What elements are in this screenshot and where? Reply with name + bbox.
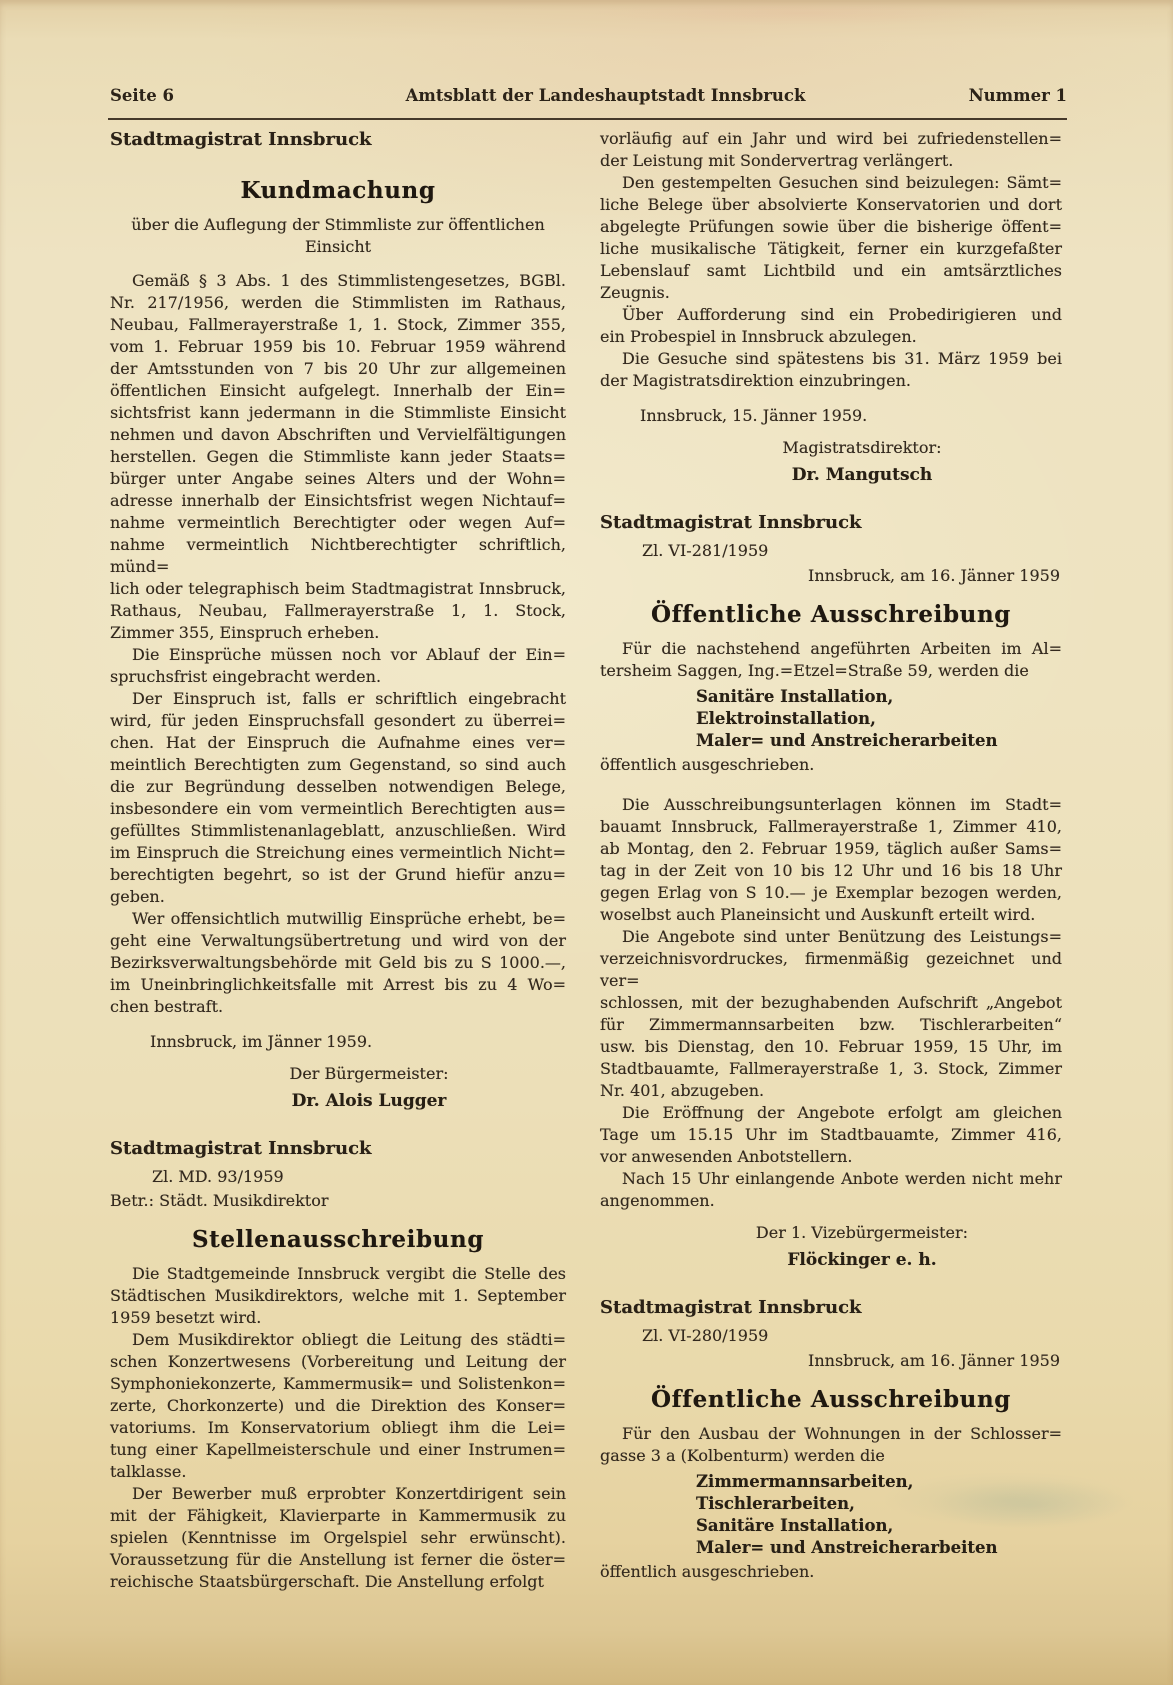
text-line: vorläufig auf ein Jahr und wird bei zufriedenstellen=: [600, 129, 1062, 148]
closing-line: öffentlich ausgeschrieben.: [600, 1562, 815, 1581]
text-line: abgelegte Prüfungen sowie über die bisherige öffent=: [600, 217, 1062, 236]
text-line: reichische Staatsbürgerschaft. Die Anstellung erfolgt: [110, 1572, 544, 1591]
text-line: Symphoniekonzerte, Kammermusik= und Solistenkon=: [110, 1374, 566, 1393]
paragraph: [600, 304, 1062, 348]
text-line: Zimmer 355, Einspruch erheben.: [110, 623, 380, 642]
text-line: ein Probespiel in Innsbruck abzulegen.: [600, 327, 917, 346]
work-item: Sanitäre Installation,: [696, 687, 894, 706]
signature-name: Dr. Alois Lugger: [291, 1091, 447, 1111]
text-line: Der Bewerber muß erprobter Konzertdirigent sein: [132, 1484, 566, 1503]
work-item: Maler= und Anstreicherarbeiten: [696, 731, 998, 750]
text-line: adresse innerhalb der Einsichtsfrist wegen Nichtauf=: [110, 491, 566, 510]
org-title: Stadtmagistrat Innsbruck: [600, 1297, 862, 1318]
text-line: Neubau, Fallmerayerstraße 1, 1. Stock, Zimmer 355,: [110, 315, 566, 334]
text-line: Nach 15 Uhr einlangende Anbote werden nicht mehr: [622, 1169, 1062, 1188]
text-line: lich oder telegraphisch beim Stadtmagistrat Innsbruck,: [110, 579, 566, 598]
text-line: geht eine Verwaltungsübertretung und wird von der: [110, 931, 566, 950]
signature-name: Dr. Mangutsch: [791, 465, 933, 485]
text-line: gegen Erlag von S 10.— je Exemplar bezogen werden,: [600, 883, 1062, 902]
text-line: meintlich Berechtigten zum Gegenstand, so sind auch: [110, 755, 566, 774]
text-line: der Magistratsdirektion einzubringen.: [600, 371, 911, 390]
text-line: talklasse.: [110, 1462, 187, 1481]
issue-number: Nummer 1: [968, 86, 1067, 105]
text-line: Stadtbauamte, Fallmerayerstraße 1, 3. Stock, Zimmer: [600, 1059, 1062, 1078]
notice-heading: Öffentliche Ausschreibung: [651, 1386, 1011, 1413]
text-line: bauamt Innsbruck, Fallmerayerstraße 1, Zimmer 410,: [600, 817, 1062, 836]
text-line: Den gestempelten Gesuchen sind beizulegen: Sämt=: [622, 173, 1062, 192]
text-line: verzeichnisvordruckes, firmenmäßig gezeichnet und ver=: [600, 949, 1062, 990]
paragraph: [600, 794, 1062, 926]
notice-subtitle: [110, 214, 566, 258]
text-line: tag in der Zeit von 10 bis 12 Uhr und 16 bis 18 Uhr: [600, 861, 1062, 880]
dateline: Innsbruck, im Jänner 1959.: [150, 1032, 373, 1051]
text-line: im Einspruch die Streichung eines vermeintlich Nicht=: [110, 843, 566, 862]
right-column: [600, 128, 1062, 1583]
text-line: vatoriums. Im Konservatorium obliegt ihm die Lei=: [110, 1418, 566, 1437]
notice-heading: Öffentliche Ausschreibung: [651, 601, 1011, 628]
text-line: Rathaus, Neubau, Fallmerayerstraße 1, 1. Stock,: [110, 601, 566, 620]
paragraph: [110, 1483, 566, 1593]
paragraph: [600, 1102, 1062, 1168]
work-items-list: [600, 686, 1062, 752]
paragraph: [110, 1263, 566, 1329]
paper-texture: [590, 0, 1010, 26]
signature-role: Der 1. Vizebürgermeister:: [755, 1223, 969, 1242]
subject-reference: Betr.: Städt. Musikdirektor: [110, 1191, 329, 1210]
text-line: Die Einsprüche müssen noch vor Ablauf der Ein=: [132, 645, 566, 664]
text-line: ab Montag, den 2. Februar 1959, täglich außer Sams=: [600, 839, 1062, 858]
text-line: 1959 besetzt wird.: [110, 1308, 262, 1327]
work-item: Sanitäre Installation,: [696, 1516, 894, 1535]
text-line: Über Aufforderung sind ein Probedirigieren und: [622, 305, 1062, 324]
text-line: Die Ausschreibungsunterlagen können im Stadt=: [622, 795, 1062, 814]
text-line: Voraussetzung für die Anstellung ist ferner die öster=: [110, 1550, 566, 1569]
text-line: woselbst auch Planeinsicht und Auskunft erteilt wird.: [600, 905, 1036, 924]
text-line: chen bestraft.: [110, 997, 224, 1016]
text-line: spruchsfrist eingebracht werden.: [110, 667, 382, 686]
text-line: schen Konzertwesens (Vorbereitung und Leitung der: [110, 1352, 566, 1371]
text-line: Die Gesuche sind spätestens bis 31. März 1959 bei: [622, 349, 1062, 368]
text-line: im Uneinbringlichkeitsfalle mit Arrest bis zu 4 Wo=: [110, 975, 566, 994]
paragraph: [110, 270, 566, 644]
work-item: Elektroinstallation,: [696, 709, 876, 728]
work-item: Zimmermannsarbeiten,: [696, 1472, 914, 1491]
text-line: Der Einspruch ist, falls er schriftlich eingebracht: [132, 689, 566, 708]
paragraph: [600, 348, 1062, 392]
text-line: usw. bis Dienstag, den 10. Februar 1959, 15 Uhr, im: [600, 1037, 1062, 1056]
text-line: Für den Ausbau der Wohnungen in der Schlosser=: [622, 1424, 1062, 1443]
paragraph: [110, 644, 566, 688]
text-line: über die Auflegung der Stimmliste zur öffentlichen: [131, 215, 545, 234]
text-line: vom 1. Februar 1959 bis 10. Februar 1959 während: [110, 337, 566, 356]
text-line: öffentlichen Einsicht aufgelegt. Innerhalb der Ein=: [110, 381, 566, 400]
signature-role: Der Bürgermeister:: [289, 1064, 449, 1083]
text-line: herstellen. Gegen die Stimmliste kann jeder Staats=: [110, 447, 566, 466]
work-item: Maler= und Anstreicherarbeiten: [696, 1538, 998, 1557]
text-line: bürger unter Angabe seines Alters und der Wohn=: [110, 469, 566, 488]
file-reference: Zl. VI-281/1959: [642, 541, 769, 560]
text-line: gefülltes Stimmlistenanlageblatt, anzuschließen. Wird: [110, 821, 566, 840]
signature-role: Magistratsdirektor:: [782, 438, 942, 457]
text-line: schlossen, mit der bezughabenden Aufschrift „Angebot: [600, 993, 1062, 1012]
text-line: berechtigten begehrt, so ist der Grund hiefür anzu=: [110, 865, 566, 884]
text-line: angenommen.: [600, 1191, 715, 1210]
text-line: sichtsfrist kann jedermann in die Stimmliste Einsicht: [110, 403, 566, 422]
page-masthead: [108, 86, 1067, 112]
text-line: nehmen und davon Abschriften und Vervielfältigungen: [110, 425, 566, 444]
paragraph: [600, 638, 1062, 682]
text-line: zerte, Chorkonzerte) und die Direktion des Konser=: [110, 1396, 566, 1415]
work-item: Tischlerarbeiten,: [696, 1494, 855, 1513]
work-items-list: [600, 1471, 1062, 1559]
paragraph: [110, 908, 566, 1018]
closing-line: öffentlich ausgeschrieben.: [600, 755, 815, 774]
dateline: Innsbruck, 15. Jänner 1959.: [640, 406, 868, 425]
text-line: insbesondere ein vom vermeintlich Berechtigten aus=: [110, 799, 566, 818]
text-line: Städtischen Musikdirektors, welche mit 1. September: [110, 1286, 566, 1305]
notice-heading: Stellenausschreibung: [191, 1226, 485, 1253]
paragraph: [600, 926, 1062, 1102]
text-line: nahme vermeintlich Berechtigter oder wegen Auf=: [110, 513, 566, 532]
page-number: Seite 6: [110, 86, 175, 105]
text-line: Die Stadtgemeinde Innsbruck vergibt die Stelle des: [132, 1264, 566, 1283]
text-line: Zeugnis.: [600, 283, 670, 302]
paragraph: [110, 1329, 566, 1483]
text-line: tung einer Kapellmeisterschule und einer Instrumen=: [110, 1440, 566, 1459]
text-line: Für die nachstehend angeführten Arbeiten im Al=: [622, 639, 1062, 658]
text-line: Lebenslauf samt Lichtbild und ein amtsärztliches: [600, 261, 1062, 280]
text-line: die zur Begründung desselben notwendigen Belege,: [110, 777, 566, 796]
masthead-rule: [108, 118, 1067, 120]
text-line: chen. Hat der Einspruch die Aufnahme eines ver=: [110, 733, 566, 752]
file-reference: Zl. MD. 93/1959: [152, 1167, 284, 1186]
text-line: Die Eröffnung der Angebote erfolgt am gleichen: [622, 1103, 1062, 1122]
text-line: spielen (Kenntnisse im Orgelspiel sehr erwünscht).: [110, 1528, 566, 1547]
text-line: Bezirksverwaltungsbehörde mit Geld bis zu S 1000.—,: [110, 953, 566, 972]
text-line: der Amtsstunden von 7 bis 20 Uhr zur allgemeinen: [110, 359, 566, 378]
text-line: wird, für jeden Einspruchsfall gesondert zu überrei=: [110, 711, 566, 730]
notice-heading: Kundmachung: [240, 177, 436, 204]
text-line: Wer offensichtlich mutwillig Einsprüche erhebt, be=: [132, 909, 566, 928]
paragraph: [600, 1423, 1062, 1467]
text-line: Nr. 217/1956, werden die Stimmlisten im Rathaus,: [110, 293, 566, 312]
org-title: Stadtmagistrat Innsbruck: [110, 129, 372, 150]
paragraph: [600, 172, 1062, 304]
text-line: liche musikalische Tätigkeit, ferner ein kurzgefaßter: [600, 239, 1062, 258]
publication-title: Amtsblatt der Landeshauptstadt Innsbruck: [405, 86, 806, 105]
paragraph: [110, 688, 566, 908]
text-line: Gemäß § 3 Abs. 1 des Stimmlistengesetzes, BGBl.: [132, 271, 566, 290]
text-line: Einsicht: [304, 237, 372, 256]
org-title: Stadtmagistrat Innsbruck: [110, 1138, 372, 1159]
text-line: nahme vermeintlich Nichtberechtigter schriftlich, münd=: [110, 535, 566, 576]
paragraph-continuation: [600, 128, 1062, 172]
text-line: liche Belege über absolvierte Konservatorien und dort: [600, 195, 1062, 214]
text-line: für Zimmermannsarbeiten bzw. Tischlerarbeiten“: [600, 1015, 1062, 1034]
text-line: mit der Fähigkeit, Klavierparte in Kammermusik zu: [110, 1506, 566, 1525]
dateline-right: Innsbruck, am 16. Jänner 1959: [808, 566, 1060, 585]
text-line: der Leistung mit Sondervertrag verlängert.: [600, 151, 954, 170]
text-line: Nr. 401, abzugeben.: [600, 1081, 765, 1100]
paragraph: [600, 1168, 1062, 1212]
text-line: gasse 3 a (Kolbenturm) werden die: [600, 1446, 885, 1465]
dateline-right: Innsbruck, am 16. Jänner 1959: [808, 1351, 1060, 1370]
text-line: tersheim Saggen, Ing.=Etzel=Straße 59, werden die: [600, 661, 1029, 680]
text-line: vor anwesenden Anbotstellern.: [600, 1147, 853, 1166]
file-reference: Zl. VI-280/1959: [642, 1326, 769, 1345]
left-column: [110, 128, 566, 1593]
text-line: Tage um 15.15 Uhr im Stadtbauamte, Zimmer 416,: [600, 1125, 1062, 1144]
text-line: Dem Musikdirektor obliegt die Leitung des städti=: [132, 1330, 566, 1349]
org-title: Stadtmagistrat Innsbruck: [600, 512, 862, 533]
text-line: Die Angebote sind unter Benützung des Leistungs=: [622, 927, 1062, 946]
signature-name: Flöckinger e. h.: [787, 1250, 937, 1270]
text-line: geben.: [110, 887, 165, 906]
